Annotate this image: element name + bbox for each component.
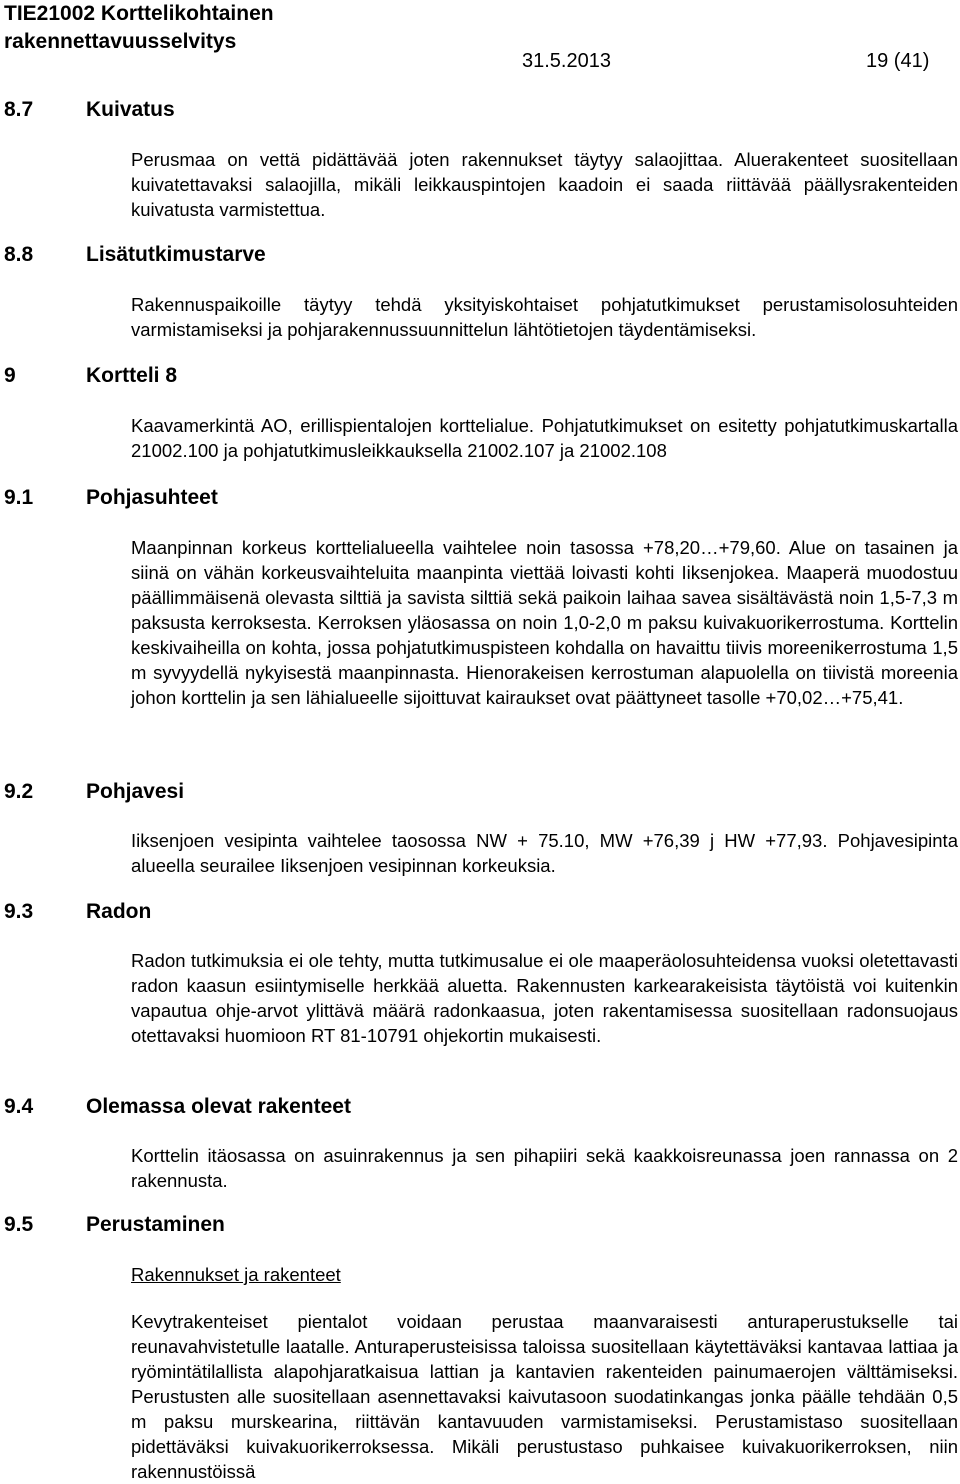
heading-number: 9.2	[4, 780, 34, 803]
heading-8-8	[4, 243, 266, 267]
paragraph-9-4: Korttelin itäosassa on asuinrakennus ja sen pihapiiri sekä kaakkoisreunassa joen rannassa on 2 rakennusta.	[131, 1145, 958, 1191]
header-title-line2: rakennettavuusselvitys	[4, 30, 237, 53]
header-title-line1: TIE21002 Korttelikohtainen	[4, 2, 274, 25]
heading-title: Kuivatus	[86, 98, 175, 121]
heading-number: 9.5	[4, 1213, 34, 1236]
heading-number: 8.7	[4, 98, 34, 121]
paragraph-9-2: Iiksenjoen vesipinta vaihtelee taosossa NW + 75.10, MW +76,39 j HW +77,93. Pohjavesipinta alueella seurailee Iiksenjoen vesipinnan korkeuksia.	[131, 830, 958, 876]
heading-title: Pohjavesi	[86, 780, 185, 803]
heading-number: 8.8	[4, 243, 34, 266]
heading-title: Lisätutkimustarve	[86, 243, 266, 266]
paragraph-9-3: Radon tutkimuksia ei ole tehty, mutta tutkimusalue ei ole maaperäolosuhteidensa vuoksi oletettavasti radon kaasun esiintymiselle herkkää aluetta. Rakennusten karkearakeisista täytöistä voi kuitenkin vapautua ohje-arvot ylittävä määrä radonkaasua, joten rakentamisessa suositellaan radonsuojaus otettavaksi huomioon RT 81-10791 ohjekortin mukaisesti.	[131, 950, 958, 1046]
heading-9	[4, 364, 177, 388]
heading-title: Perustaminen	[86, 1213, 225, 1236]
paragraph-8-8: Rakennuspaikoille täytyy tehdä yksityiskohtaiset pohjatutkimukset perustamisolosuhteiden varmistamiseksi ja pohjarakennussuunnittelun lähtötietojen täydentämiseksi.	[131, 294, 958, 340]
heading-9-4	[4, 1095, 351, 1119]
subheading-rakennukset-ja-rakenteet: Rakennukset ja rakenteet	[131, 1264, 341, 1285]
heading-number: 9.3	[4, 900, 34, 923]
heading-title: Pohjasuhteet	[86, 486, 218, 509]
paragraph-9-1: Maanpinnan korkeus korttelialueella vaihtelee noin tasossa +78,20…+79,60. Alue on tasainen ja siinä on vähän korkeusvaihteluita maanpinta viettää loivasti kohti Iiksenjokea. Maaperä muodostuu päällimmäisenä olevasta silttiä ja savista silttiä sekä paikoin laihaa savea sisältävästä noin 1,5-7,3 m paksusta kerroksesta. Kerroksen yläosassa on noin 1,0-2,0 m paksu kuivakuorikerrostuma. Korttelin keskivaiheilla on kohta, jossa pohjatutkimuspisteen kohdalla on havaittu tiivis moreenikerrostuma 1,5 m syvyydellä nykyisestä maanpinnasta. Hienorakeisen kerrostuman alapuolella on tiivistä moreenia johon korttelin ja sen lähialueelle sijoittuvat kairaukset ovat päättyneet tasolle +70,02…+75,41.	[131, 537, 958, 708]
heading-title: Olemassa olevat rakenteet	[86, 1095, 351, 1118]
heading-title: Radon	[86, 900, 152, 923]
paragraph-9-5: Kevytrakenteiset pientalot voidaan perustaa maanvaraisesti anturaperustukselle tai reunavahvistetulle laatalle. Anturaperusteisissa taloissa suositellaan käytettäväksi kantavaa lattiaa ja ryömintätilallista alapohjaratkaisua lattian ja kantavien rakenteiden painumaerojen välttämiseksi. Perustusten alle suositellaan asennettavaksi kaivutasoon suodatinkangas jonka päälle tehdään 0,5 m paksu murskearina, riittävän kantavuuden varmistamiseksi. Perustamistaso suositellaan pidettäväksi kuivakuorikerroksessa. Mikäli perustustaso puhkaisee kuivakuorikerroksen, niin rakennustöissä	[131, 1311, 958, 1482]
heading-9-1	[4, 486, 218, 510]
heading-8-7	[4, 98, 175, 122]
paragraph-9: Kaavamerkintä AO, erillispientalojen korttelialue. Pohjatutkimukset on esitetty pohjatutkimuskartalla 21002.100 ja pohjatutkimusleikkauksella 21002.107 ja 21002.108	[131, 415, 958, 461]
heading-9-2	[4, 780, 184, 804]
paragraph-8-7: Perusmaa on vettä pidättävää joten rakennukset täytyy salaojittaa. Aluerakenteet suositellaan kuivatettavaksi salaojilla, mikäli leikkauspintojen kaadoin ei saada riittävää päällysrakenteiden kuivatusta varmistettua.	[131, 149, 958, 220]
heading-title: Kortteli 8	[86, 364, 178, 387]
heading-number: 9.1	[4, 486, 34, 509]
header-date: 31.5.2013	[522, 50, 611, 72]
header-page-number: 19 (41)	[866, 50, 930, 72]
heading-9-3	[4, 900, 151, 924]
heading-9-5	[4, 1213, 225, 1237]
document-header-title	[4, 0, 274, 56]
heading-number: 9	[4, 364, 16, 387]
heading-number: 9.4	[4, 1095, 34, 1118]
